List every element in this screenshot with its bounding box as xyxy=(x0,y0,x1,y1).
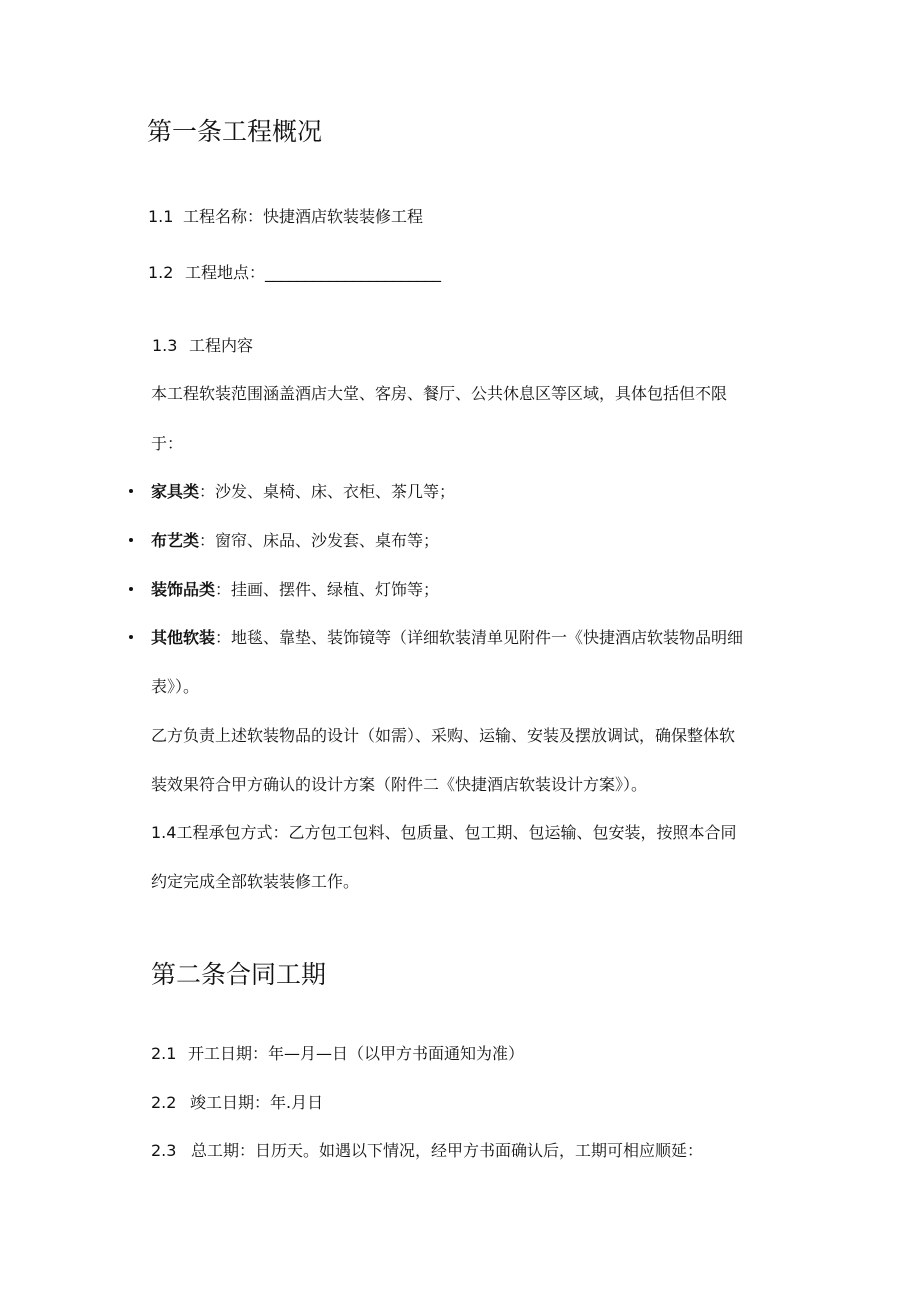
bullet-text: ：挂画、摆件、绿植、灯饰等； xyxy=(215,580,440,599)
item-number: 2.3 xyxy=(151,1141,177,1160)
bullet-text: ：地毯、靠垫、装饰镜等（详细软装清单见附件一《快捷酒店软装物品明细 xyxy=(215,628,744,647)
section-1-heading: 第一条工程概况 xyxy=(147,117,323,146)
item-number: 1.2 xyxy=(148,263,174,282)
bullet-label: 布艺类 xyxy=(151,531,200,550)
section-2-heading: 第二条合同工期 xyxy=(151,960,327,989)
bullet-item-decor xyxy=(151,577,439,600)
bullet-text: ：沙发、桌椅、床、衣柜、茶几等； xyxy=(199,482,456,501)
bullet-label: 装饰品类 xyxy=(151,580,216,599)
bullet-label: 其他软装 xyxy=(151,628,216,647)
bullet-dot xyxy=(129,635,133,639)
item-number: 2.1 xyxy=(151,1044,177,1063)
item-number: 2.2 xyxy=(151,1093,177,1112)
bullet-text: ：窗帘、床品、沙发套、桌布等； xyxy=(199,531,440,550)
bullet-item-other xyxy=(151,625,743,648)
item-1-4-line-2: 约定完成全部软装装修工作。 xyxy=(151,872,360,891)
bullet-item-furniture xyxy=(151,479,455,502)
item-2-2 xyxy=(151,1090,323,1113)
responsibility-line-1: 乙方负责上述软装物品的设计（如需）、采购、运输、安装及摆放调试，确保整体软 xyxy=(151,726,736,745)
bullet-item-other-continuation: 表》）。 xyxy=(151,677,200,696)
item-text: 开工日期：年—月—日（以甲方书面通知为准） xyxy=(188,1044,525,1063)
item-number: 1.3 xyxy=(152,336,178,355)
item-text: 工程名称：快捷酒店软装装修工程 xyxy=(183,207,424,226)
bullet-label: 家具类 xyxy=(151,482,200,501)
scope-line-1: 本工程软装范围涵盖酒店大堂、客房、餐厅、公共休息区等区域，具体包括但不限 xyxy=(151,384,728,403)
item-number: 1.1 xyxy=(148,207,174,226)
item-1-3 xyxy=(152,333,253,356)
bullet-dot xyxy=(129,538,133,542)
item-1-2 xyxy=(148,260,441,283)
item-2-3 xyxy=(151,1138,703,1161)
item-text: 总工期：日历天。如遇以下情况，经甲方书面确认后，工期可相应顺延： xyxy=(191,1141,704,1160)
item-text: 竣工日期：年.月日 xyxy=(190,1093,324,1112)
item-1-1 xyxy=(148,204,423,227)
item-text: 工程内容 xyxy=(189,336,254,355)
item-text: 工程地点：______________________ xyxy=(185,263,442,282)
item-2-1 xyxy=(151,1041,524,1064)
bullet-dot xyxy=(129,587,133,591)
item-1-4-line-1: 1.4工程承包方式：乙方包工包料、包质量、包工期、包运输、包安装，按照本合同 xyxy=(151,823,737,842)
scope-line-2: 于： xyxy=(151,434,184,453)
responsibility-line-2: 装效果符合甲方确认的设计方案（附件二《快捷酒店软装设计方案》）。 xyxy=(151,775,648,794)
bullet-dot xyxy=(129,489,133,493)
bullet-item-fabric xyxy=(151,528,439,551)
